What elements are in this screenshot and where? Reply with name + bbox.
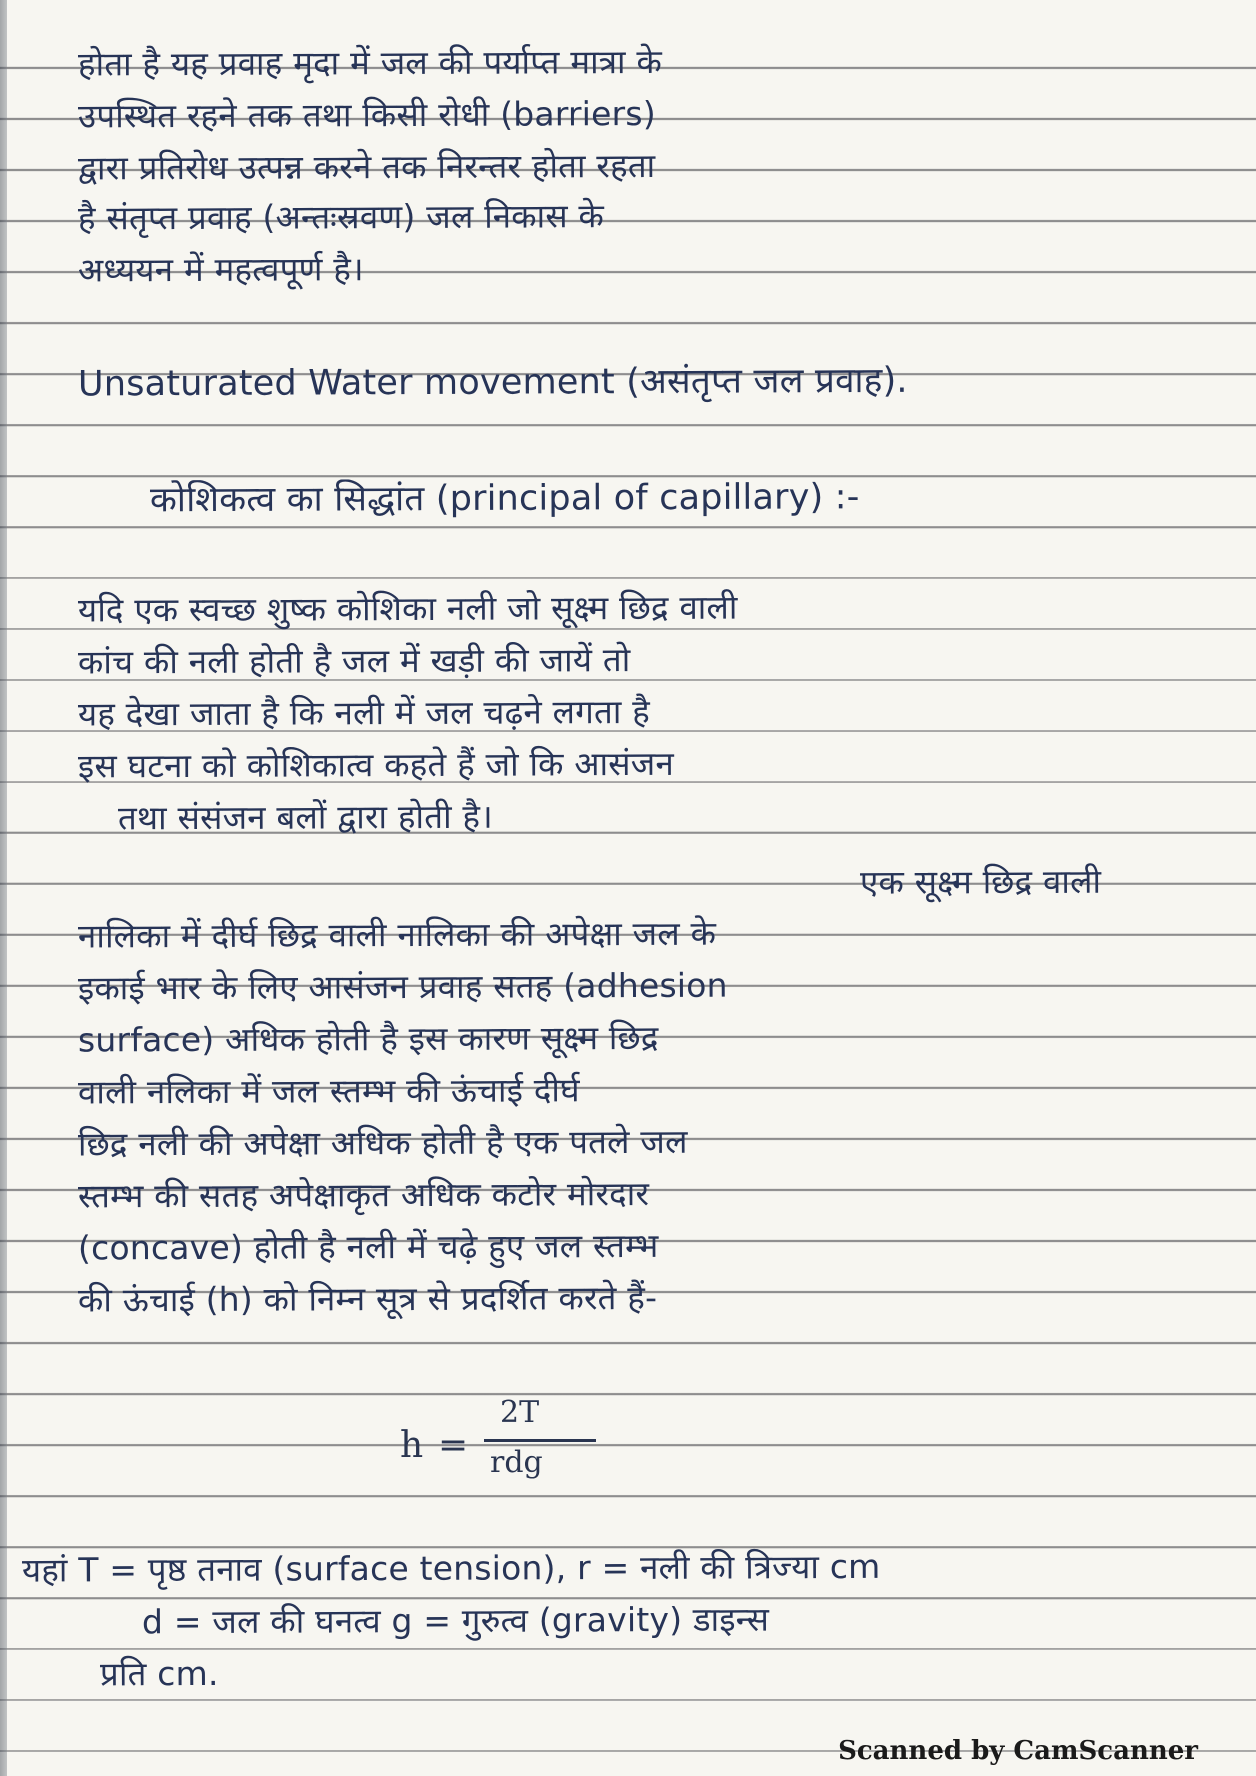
section-heading-unsaturated: Unsaturated Water movement (असंतृप्त जल प्रवाह). [77, 360, 908, 405]
formula-equals: = [438, 1425, 469, 1466]
text-line-23: d = जल की घनत्व g = गुरुत्व (gravity) डाइन्स [141, 1599, 770, 1642]
text-line-4: है संतृप्त प्रवाह (अन्तःस्रवण) जल निकास के [77, 196, 605, 238]
text-line-24: प्रति cm. [99, 1653, 219, 1694]
text-line-12: तथा संसंजन बलों द्वारा होती है। [117, 796, 493, 838]
formula-denominator: rdg [490, 1445, 543, 1480]
text-line-1: होता है यह प्रवाह मृदा में जल की पर्याप्त मात्रा के [77, 41, 663, 84]
capillary-formula [400, 1395, 660, 1495]
text-line-22: यहां T = पृष्ठ तनाव (surface tension), r = नली की त्रिज्या cm [21, 1546, 881, 1590]
text-line-8: यदि एक स्वच्छ शुष्क कोशिका नली जो सूक्ष्म छिद्र वाली [77, 587, 738, 630]
section-heading-capillary: कोशिकत्व का सिद्धांत (principal of capillary) :- [149, 477, 860, 521]
text-line-14: नालिका में दीर्घ छिद्र वाली नालिका की अपेक्षा जल के [77, 913, 717, 956]
text-line-17: वाली नलिका में जल स्तम्भ की ऊंचाई दीर्घ [77, 1070, 580, 1112]
text-line-16: surface) अधिक होती है इस कारण सूक्ष्म छिद्र [77, 1017, 659, 1060]
text-line-5: अध्ययन में महत्वपूर्ण है। [77, 249, 364, 290]
text-line-3: द्वारा प्रतिरोध उत्पन्न करने तक निरन्तर होता रहता [77, 145, 656, 188]
text-line-9: कांच की नली होती है जल में खड़ी की जायें तो [77, 640, 631, 682]
text-line-13: एक सूक्ष्म छिद्र वाली [859, 861, 1102, 902]
formula-lhs: h [400, 1425, 424, 1466]
page-edge-shadow [0, 0, 7, 1776]
text-line-15: इकाई भार के लिए आसंजन प्रवाह सतह (adhesion [77, 965, 728, 1008]
text-line-19: स्तम्भ की सतह अपेक्षाकृत अधिक कटोर मोरदार [77, 1173, 650, 1216]
text-line-21: की ऊंचाई (h) को निम्न सूत्र से प्रदर्शित करते हैं- [77, 1277, 658, 1320]
text-line-10: यह देखा जाता है कि नली में जल चढ़ने लगता है [77, 691, 651, 734]
text-line-18: छिद्र नली की अपेक्षा अधिक होती है एक पतले जल [77, 1121, 688, 1164]
text-line-20: (concave) होती है नली में चढ़े हुए जल स्तम्भ [77, 1225, 659, 1268]
text-line-11: इस घटना को कोशिकात्व कहते हैं जो कि आसंजन [77, 743, 675, 786]
scanner-watermark: Scanned by CamScanner [838, 1736, 1198, 1766]
formula-numerator: 2T [500, 1395, 540, 1430]
formula-fraction-bar [484, 1439, 596, 1442]
text-line-2: उपस्थित रहने तक तथा किसी रोधी (barriers) [77, 93, 656, 136]
